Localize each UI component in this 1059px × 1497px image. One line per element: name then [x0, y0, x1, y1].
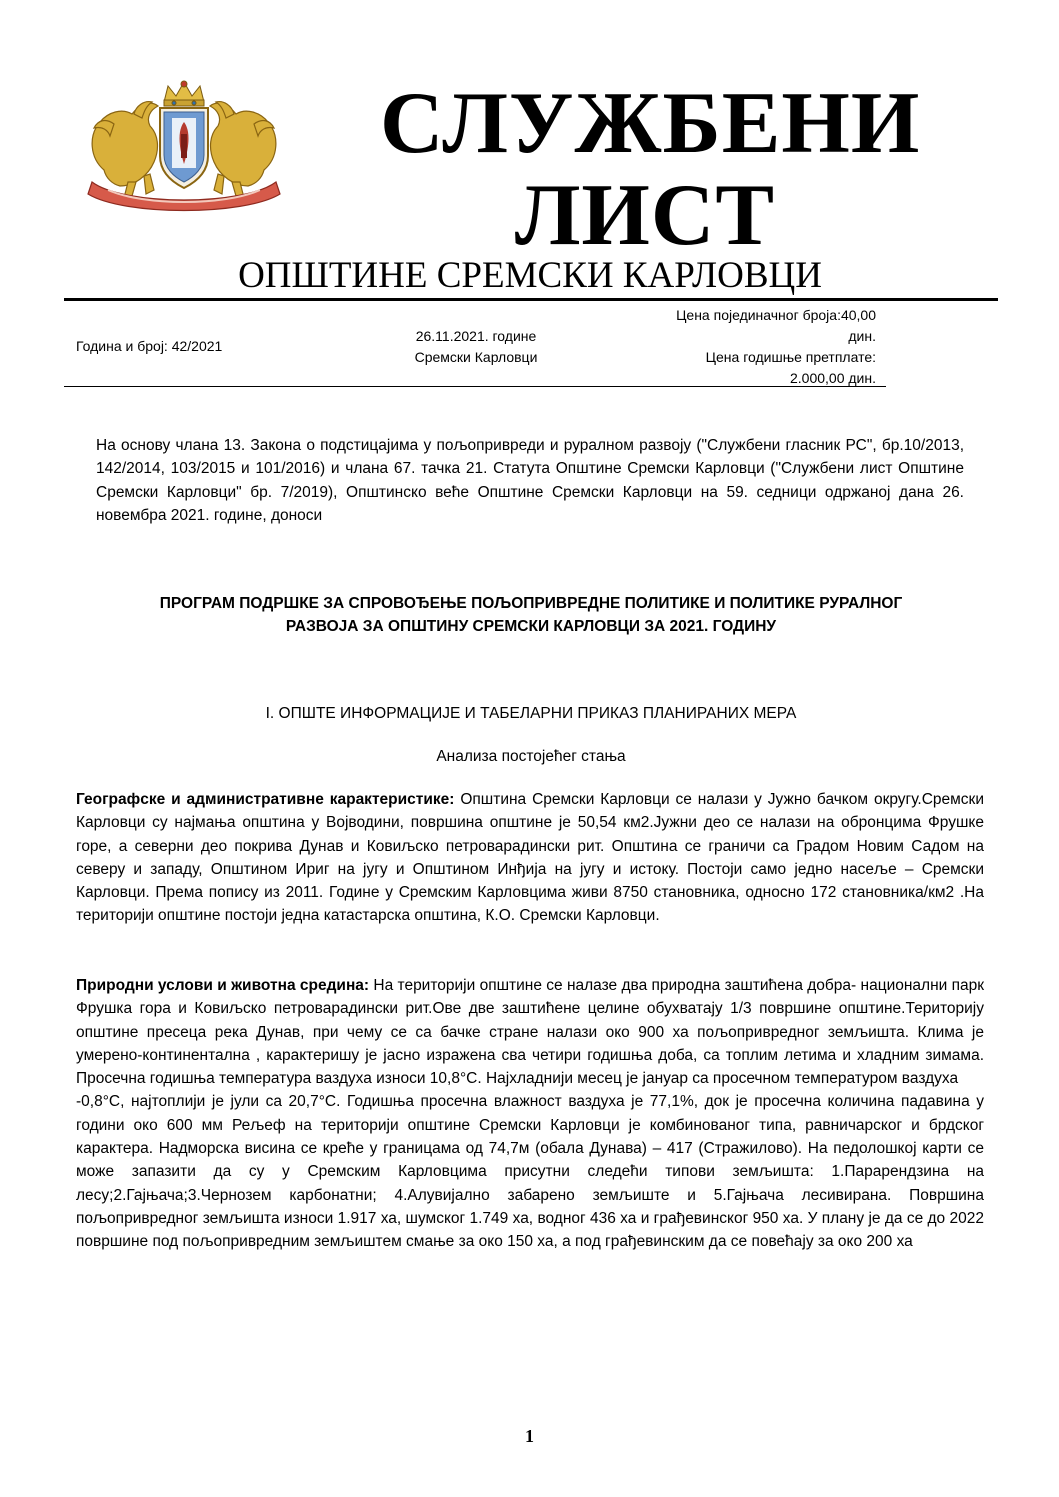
geography-paragraph	[76, 788, 984, 928]
issue-place: Сремски Карловци	[414, 349, 538, 365]
geography-lead: Географске и административне карактеристике:	[76, 791, 455, 808]
masthead-divider	[64, 298, 998, 301]
preamble-paragraph: На основу члана 13. Закона о подстицајима у пољопривреди и руралном развоју ("Службени гласник РС", бр.10/2013, 142/2014, 103/2015 и 101/2016) и члана 67. тачка 21. Статута Општине Сремски Карловци ("Службени лист Општине Сремски Карловци" бр. 7/2019), Општинско веће Општине Сремски Карловци на 59. седници одржаној дана 26. новембра 2021. године, доноси	[96, 437, 964, 524]
program-title-line2: РАЗВОЈА ЗА ОПШТИНУ СРЕМСКИ КАРЛОВЦИ ЗА 2021. ГОДИНУ	[285, 618, 777, 635]
geography-text: Општина Сремски Карловци се налази у Јужно бачком округу.Сремски Карловци су најмања општина у Војводини, површина општине је 50,54 км2.Јужни део се налази на обронцима Фрушке горе, а северни део покрива Дунав и Ковиљско петроварадински рит. Општина се граничи са Градом Новим Садом на северу и западу, Општином Ириг на југу и Општином Инђија на југу и истоку. Постоји само једно насеље – Сремски Карловци. Према попису из 2011. Године у Сремским Карловцима живи 8750 становника, односно 172 становника/км2 .На територији општине постоји једна катастарска општина, К.О. Сремски Карловци.	[76, 791, 984, 925]
nature-text-part1: На територији општине се налазе два природна заштићена добра- национални парк Фрушка гора и Ковиљско петроварадински рит.Ове две заштићене целине обухватају 1/3 површине општине.Територију општине пресеца река Дунав, при чему се са бачке стране налази око 900 ха пољопривредног земљишта. Клима је умерено-континентална , карактеришу је јасно изражена сва четири годишња доба, са топлим летима и хладним зимама. Просечна годишња температура ваздуха износи 10,8°C. Најхладнији месец је јануар са просечном температуром ваздуха	[76, 977, 985, 1088]
masthead-title-line2: ЛИСТ	[514, 167, 776, 264]
issue-number: Година и број: 42/2021	[76, 338, 223, 354]
page-number: 1	[525, 1426, 534, 1446]
price-single-currency: дин.	[848, 328, 876, 344]
price-annual-label: Цена годишње претплате:	[705, 349, 876, 365]
section-heading: I. ОПШТЕ ИНФОРМАЦИЈЕ И ТАБЕЛАРНИ ПРИКАЗ ПЛАНИРАНИХ МЕРА	[265, 705, 797, 722]
nature-paragraph	[76, 974, 984, 1254]
price-info	[600, 305, 876, 389]
masthead-title-line1: СЛУЖБЕНИ	[380, 75, 921, 172]
masthead-subtitle: ОПШТИНЕ СРЕМСКИ КАРЛОВЦИ	[238, 255, 822, 296]
nature-text-part2: -0,8°C, најтоплији је јули са 20,7°C. Годишња просечна влажност ваздуха је 77,1%, док је просечна количина падавина у години око 600 мм Рељеф на територији општине Сремски Карловци је комбинованог типа, равничарског и брдског карактера. Надморска висина се креће у границама од 74,7м (обала Дунава) – 417 (Стражилово). На педолошкој карти се може запазити да су у Сремским Карловцима присутни следећи типови земљишта: 1.Парарендзина на лесу;2.Гајњача;3.Чернозем карбонатни; 4.Алувијално забарено земљиште и 5.Гајњача лесивирана. Површина пољопривредног земљишта износи 1.917 ха, шумског 1.749 ха, водног 436 ха и грађевинског 950 ха. У плану је да се до 2022 површине под пољопривредним земљиштем смање за око 150 ха, а под грађевинским да се повећају за око 200 ха	[76, 1093, 984, 1251]
price-single-label: Цена појединачног броја:40,00	[676, 307, 876, 323]
program-title-line1: ПРОГРАМ ПОДРШКЕ ЗА СПРОВОЂЕЊЕ ПОЉОПРИВРЕДНЕ ПОЛИТИКЕ И ПОЛИТИКЕ РУРАЛНОГ	[159, 595, 903, 612]
coat-of-arms-icon	[84, 78, 284, 212]
meta-divider	[64, 386, 886, 387]
date-place	[376, 326, 576, 368]
analysis-heading: Анализа постојећег стања	[436, 748, 626, 765]
masthead-title	[380, 75, 921, 264]
program-title	[64, 592, 998, 638]
price-annual-value: 2.000,00 дин.	[790, 370, 876, 386]
issue-date: 26.11.2021. године	[415, 328, 537, 344]
nature-lead: Природни услови и животна средина:	[76, 977, 370, 994]
